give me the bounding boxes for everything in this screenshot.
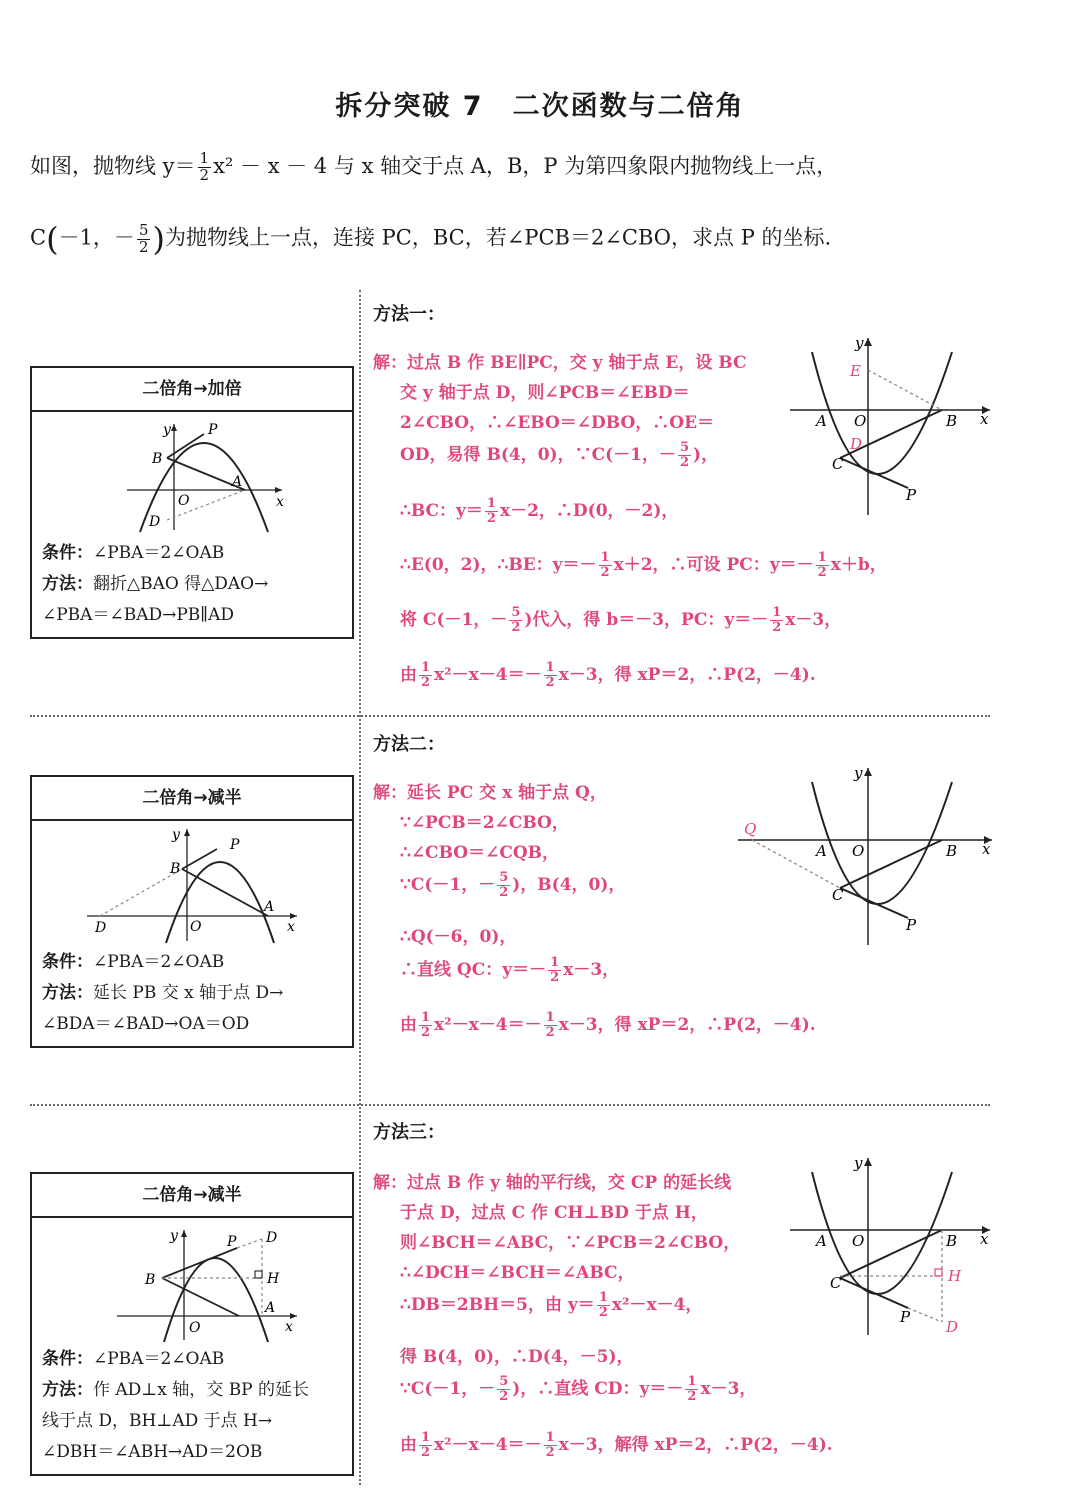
x-axis-label: x (982, 840, 991, 858)
solution-line: ∴E(0，2)，∴BE：y＝－ $\frac{1}{2}$ x＋2，∴可设 PC：y＝－ $\frac{1}{2}$ x＋b， (400, 550, 887, 580)
solution-line: ∵∠PCB＝2∠CBO， (400, 813, 569, 833)
solution-line: ∴BC：y＝ $\frac{1}{2}$ x－2，∴D(0，－2)， (400, 496, 679, 526)
fraction: $\frac{5}{2}$ (499, 1374, 509, 1404)
horizontal-divider (30, 715, 990, 717)
tip-box-header: 二倍角→减半 (32, 777, 352, 821)
problem-text: x² － x － 4 与 x 轴交于点 A，B，P 为第四象限内抛物线上一点， (213, 154, 838, 178)
fraction: $\frac{1}{2}$ (545, 660, 555, 690)
y-axis-label: y (854, 764, 863, 782)
solution-line: 由 $\frac{1}{2}$ x²－x－4＝－ $\frac{1}{2}$ x－3，得 xP＝2，∴P(2，－4). (400, 660, 816, 690)
origin-label: O (852, 842, 865, 860)
solution-line: 则∠BCH＝∠ABC，∵∠PCB＝2∠CBO， (400, 1233, 741, 1253)
point-b-label: B (946, 842, 958, 860)
point-a-label: A (232, 474, 243, 490)
tip-box-2 (30, 775, 354, 1048)
fraction: $\frac{1}{2}$ (421, 1010, 431, 1040)
fraction: $\frac{5}{2}$ (679, 440, 690, 470)
solution-line: ∵C(－1，－ $\frac{5}{2}$ )，B(4，0)， (400, 870, 626, 900)
point-p-label: P (208, 422, 218, 438)
point-a-label: A (265, 1300, 276, 1316)
tip-box-2-graph (32, 821, 352, 947)
solution-line: 得 B(4，0)，∴D(4，－5)， (400, 1347, 634, 1367)
fraction: $\frac{1}{2}$ (687, 1374, 697, 1404)
fraction: $\frac{1}{2}$ (421, 1430, 431, 1460)
method-1-graph (780, 330, 1000, 520)
tip-box-figure (32, 821, 352, 947)
tip-box-header: 二倍角→减半 (32, 1174, 352, 1218)
tip-box-3-graph (32, 1218, 352, 1344)
point-b-label: B (152, 451, 163, 467)
point-d-label: D (95, 920, 107, 936)
x-axis-label: x (285, 1319, 293, 1335)
solution-line: 将 C(－1，－ $\frac{5}{2}$ )代入，得 b＝－3，PC：y＝－ $\frac{1}{2}$ x－3， (400, 605, 842, 635)
point-p-label: P (906, 916, 917, 934)
x-axis-label: x (980, 1230, 989, 1248)
x-axis-label: x (980, 410, 989, 428)
method-3-graph (780, 1150, 1000, 1340)
solution-line: ∴Q(－6，0)， (400, 927, 517, 947)
vertical-divider (359, 290, 361, 1485)
fraction: $\frac{1}{2}$ (600, 550, 610, 580)
tip-box-text: 条件：∠PBA＝2∠OAB 方法：延长 PB 交 x 轴于点 D→ ∠BDA＝∠BAD→OA＝OD (42, 952, 284, 1034)
point-d-label: D (266, 1230, 278, 1246)
solution-line: 解：延长 PC 交 x 轴于点 Q， (373, 783, 607, 803)
solution-line: 2∠CBO，∴∠EBO＝∠DBO，∴OE＝ (400, 413, 715, 433)
point-a-label: A (264, 899, 275, 915)
fraction: $\frac{1}{2}$ (550, 955, 560, 985)
fraction: $\frac{1}{2}$ (199, 149, 210, 184)
point-b-label: B (170, 861, 181, 877)
fraction: $\frac{5}{2}$ (499, 870, 509, 900)
tip-box-1-graph (32, 412, 352, 538)
solution-line: ∴∠CBO＝∠CQB， (400, 843, 560, 863)
solution-line: 于点 D，过点 C 作 CH⊥BD 于点 H， (400, 1203, 708, 1223)
solution-line: 由 $\frac{1}{2}$ x²－x－4＝－ $\frac{1}{2}$ x－3，解得 xP＝2，∴P(2，－4). (400, 1430, 833, 1460)
method-3-heading: 方法三： (373, 1122, 445, 1143)
point-p-label: P (230, 837, 240, 853)
horizontal-divider (30, 1104, 990, 1106)
fraction: $\frac{1}{2}$ (772, 605, 782, 635)
fraction: $\frac{5}{2}$ (138, 220, 149, 256)
point-a-label: A (816, 842, 827, 860)
problem-line-2: C(－1，－ $\frac{5}{2}$ )为抛物线上一点，连接 PC，BC，若∠PCB＝2∠CBO，求点 P 的坐标. (30, 220, 832, 258)
y-axis-label: y (163, 422, 171, 438)
point-c-label: C (832, 455, 844, 473)
origin-label: O (190, 919, 202, 935)
tip-box-3 (30, 1172, 354, 1476)
point-b-label: B (145, 1272, 156, 1288)
solution-line: ∴直线 QC：y＝－ $\frac{1}{2}$ x－3， (400, 955, 620, 985)
point-p-label: P (227, 1234, 237, 1250)
point-q-label: Q (744, 820, 757, 838)
origin-label: O (854, 412, 867, 430)
tip-box-figure (32, 1218, 352, 1344)
solution-line: ∵C(－1，－ $\frac{5}{2}$ )，∴直线 CD：y＝－ $\frac{1}{2}$ x－3， (400, 1374, 757, 1404)
tip-box-header: 二倍角→加倍 (32, 368, 352, 412)
x-axis-label: x (287, 919, 295, 935)
y-axis-label: y (172, 827, 180, 843)
point-a-label: A (816, 1232, 827, 1250)
solution-line: 由 $\frac{1}{2}$ x²－x－4＝－ $\frac{1}{2}$ x－3，得 xP＝2，∴P(2，－4). (400, 1010, 816, 1040)
solution-line: OD，易得 B(4，0)，∵C(－1，－ $\frac{5}{2}$ )， (400, 440, 719, 470)
solution-line: 解：过点 B 作 y 轴的平行线，交 CP 的延长线 (373, 1173, 732, 1193)
method-2-graph (730, 760, 1000, 950)
tip-box-1 (30, 366, 354, 639)
page-title: 拆分突破 7 二次函数与二倍角 (335, 91, 745, 122)
point-a-label: A (816, 412, 827, 430)
fraction: $\frac{1}{2}$ (817, 550, 827, 580)
point-h-label: H (948, 1267, 962, 1285)
tip-box-text: 条件：∠PBA＝2∠OAB 方法：翻折△BAO 得△DAO→ ∠PBA＝∠BAD→PB∥AD (42, 543, 269, 625)
solution-line: ∴∠DCH＝∠BCH＝∠ABC， (400, 1263, 635, 1283)
point-h-label: H (267, 1271, 280, 1287)
fraction: $\frac{1}{2}$ (486, 496, 496, 526)
point-c-label: C (830, 1274, 842, 1292)
point-p-label: P (906, 486, 917, 504)
method-1-heading: 方法一： (373, 304, 445, 325)
y-axis-label: y (854, 1154, 863, 1172)
point-b-label: B (946, 412, 958, 430)
origin-label: O (178, 493, 190, 509)
origin-label: O (189, 1320, 201, 1336)
point-e-label: E (850, 362, 861, 380)
solution-line: ∴DB＝2BH＝5，由 y＝ $\frac{1}{2}$ x²－x－4， (400, 1290, 703, 1320)
y-axis-label: y (170, 1228, 178, 1244)
problem-text: C (30, 225, 47, 250)
point-d-label: D (149, 514, 161, 530)
problem-line-1 (30, 150, 837, 184)
fraction: $\frac{5}{2}$ (511, 605, 521, 635)
origin-label: O (852, 1232, 865, 1250)
tip-box-figure (32, 412, 352, 538)
point-d-label: D (946, 1318, 959, 1336)
point-c-label: C (832, 886, 844, 904)
problem-text: －1，－ (58, 225, 135, 250)
tip-box-text: 条件：∠PBA＝2∠OAB 方法：作 AD⊥x 轴，交 BP 的延长 线于点 D，BH⊥AD 于点 H→ ∠DBH＝∠ABH→AD＝2OB (42, 1349, 310, 1462)
x-axis-label: x (276, 494, 284, 510)
point-d-label: D (850, 435, 863, 453)
method-2-heading: 方法二： (373, 734, 445, 755)
y-axis-label: y (855, 334, 864, 352)
solution-line: 解：过点 B 作 BE∥PC，交 y 轴于点 E，设 BC (373, 353, 747, 373)
problem-text: 为抛物线上一点，连接 PC，BC，若∠PCB＝2∠CBO，求点 P 的坐标. (164, 225, 832, 250)
fraction: $\frac{1}{2}$ (598, 1290, 608, 1320)
point-p-label: P (900, 1308, 911, 1326)
fraction: $\frac{1}{2}$ (545, 1430, 555, 1460)
solution-line: 交 y 轴于点 D，则∠PCB＝∠EBD＝ (400, 383, 690, 403)
fraction: $\frac{1}{2}$ (421, 660, 431, 690)
point-b-label: B (946, 1232, 958, 1250)
fraction: $\frac{1}{2}$ (545, 1010, 555, 1040)
problem-text: 如图，抛物线 y＝ (30, 154, 196, 178)
